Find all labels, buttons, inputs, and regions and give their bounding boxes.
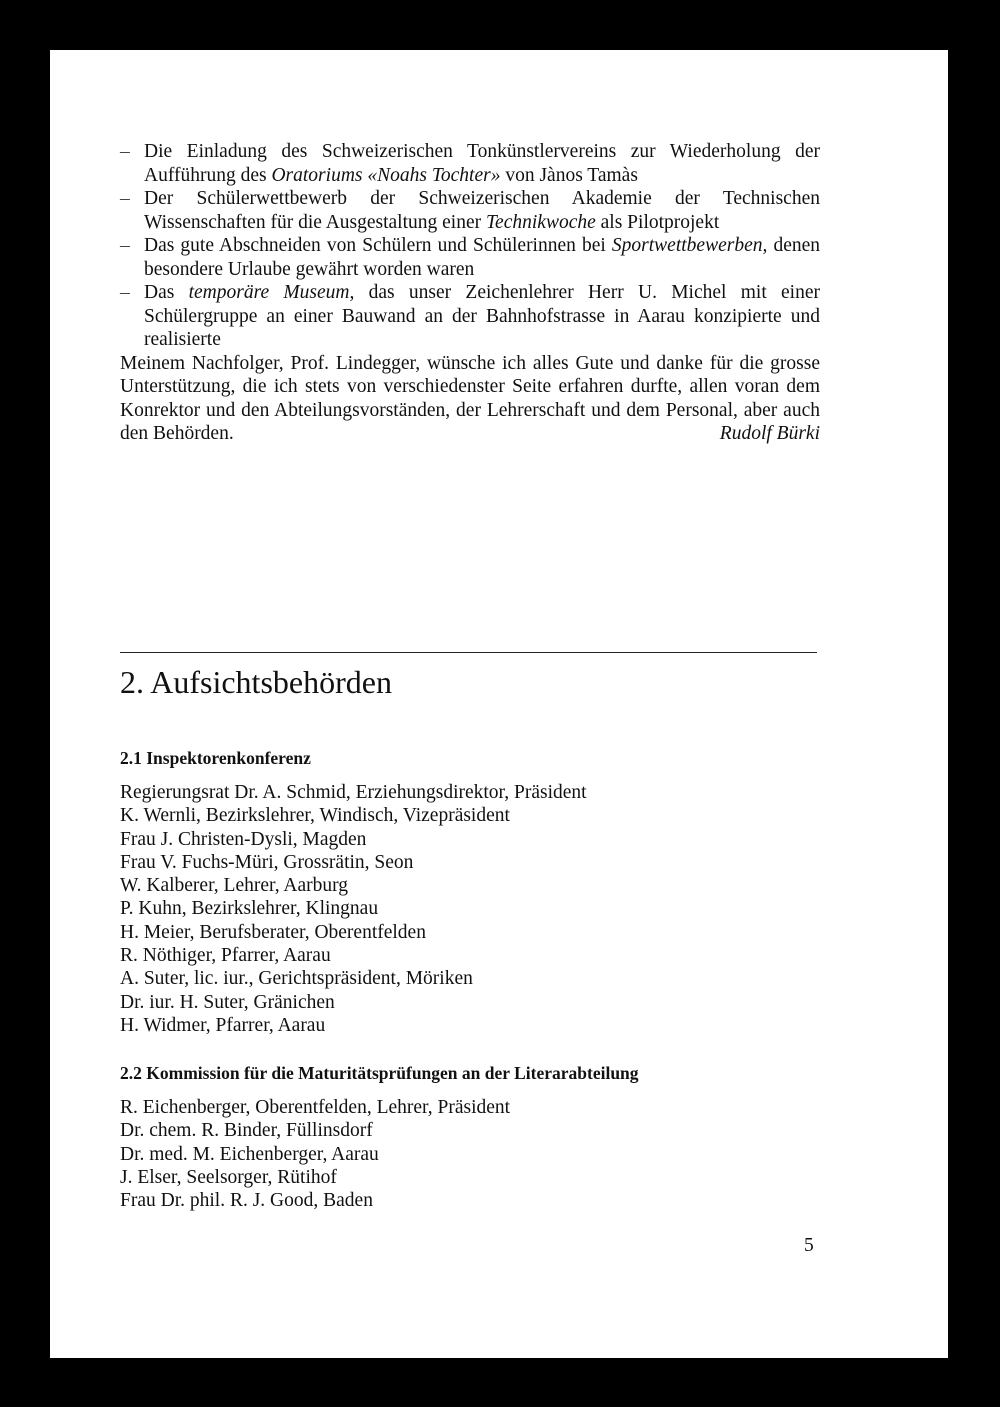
page-number: 5: [804, 1235, 814, 1256]
list-item: K. Wernli, Bezirkslehrer, Windisch, Vizepräsident: [120, 805, 510, 827]
closing-text: Meinem Nachfolger, Prof. Lindegger, wünsche ich alles Gute und danke für die grosse Unterstützung, die ich stets von verschiedenster Seite erfahren durfte, allen voran dem Konrektor und den Abteilungsvorständen, der Lehrerschaft und dem Personal, aber auch den Behörden.: [120, 352, 820, 444]
list-item: A. Suter, lic. iur., Gerichtspräsident, Möriken: [120, 968, 473, 990]
bullet-item: – Die Einladung des Schweizerischen Tonkünstlervereins zur Wiederholung der Aufführung des Oratoriums «Noahs Tochter» von Jànos Tamàs: [120, 140, 820, 187]
section-divider: [120, 652, 817, 653]
bullet-item: – Das gute Abschneiden von Schülern und Schülerinnen bei Sportwettbewerben, denen besondere Urlaube gewährt worden waren: [120, 234, 820, 281]
list-item: R. Eichenberger, Oberentfelden, Lehrer, Präsident: [120, 1097, 511, 1118]
section-title: 2. Aufsichtsbehörden: [120, 664, 392, 700]
list-item: Dr. chem. R. Binder, Füllinsdorf: [120, 1120, 373, 1142]
list-item: Dr. iur. H. Suter, Gränichen: [120, 991, 335, 1013]
list-item: J. Elser, Seelsorger, Rütihof: [120, 1166, 337, 1188]
bullet-item: – Der Schülerwettbewerb der Schweizerischen Akademie der Technischen Wissenschaften für die Ausgestaltung einer Technikwoche als Pilotprojekt: [120, 187, 820, 234]
achievements-list: [120, 140, 820, 446]
list-item: Dr. med. M. Eichenberger, Aarau: [120, 1143, 379, 1165]
list-item: R. Nöthiger, Pfarrer, Aarau: [120, 945, 331, 967]
list-item: H. Widmer, Pfarrer, Aarau: [120, 1014, 326, 1036]
bullet-item: – Das temporäre Museum, das unser Zeichenlehrer Herr U. Michel mit einer Schülergruppe an einer Bauwand an der Bahnhofstrasse in Aarau konzipierte und realisierte: [120, 281, 820, 352]
subsection-title-inspektorenkonferenz: 2.1 Inspektorenkonferenz: [120, 748, 311, 768]
list-item: W. Kalberer, Lehrer, Aarburg: [120, 875, 349, 897]
list-item: H. Meier, Berufsberater, Oberentfelden: [120, 921, 426, 943]
signature: Rudolf Bürki: [719, 423, 820, 444]
page: [50, 50, 948, 1358]
closing-paragraph: [120, 352, 820, 446]
list-item: Frau Dr. phil. R. J. Good, Baden: [120, 1190, 373, 1212]
subsection-title-maturitaetspruefungen: 2.2 Kommission für die Maturitätsprüfungen an der Literarabteilung: [120, 1063, 639, 1083]
inspektorenkonferenz-members: [120, 781, 587, 1037]
list-item: Frau J. Christen-Dysli, Magden: [120, 828, 367, 850]
maturitaetspruefungen-members: [120, 1096, 510, 1212]
list-item: P. Kuhn, Bezirkslehrer, Klingnau: [120, 898, 379, 920]
list-item: Regierungsrat Dr. A. Schmid, Erziehungsdirektor, Präsident: [120, 782, 587, 803]
list-item: Frau V. Fuchs-Müri, Grossrätin, Seon: [120, 851, 414, 873]
